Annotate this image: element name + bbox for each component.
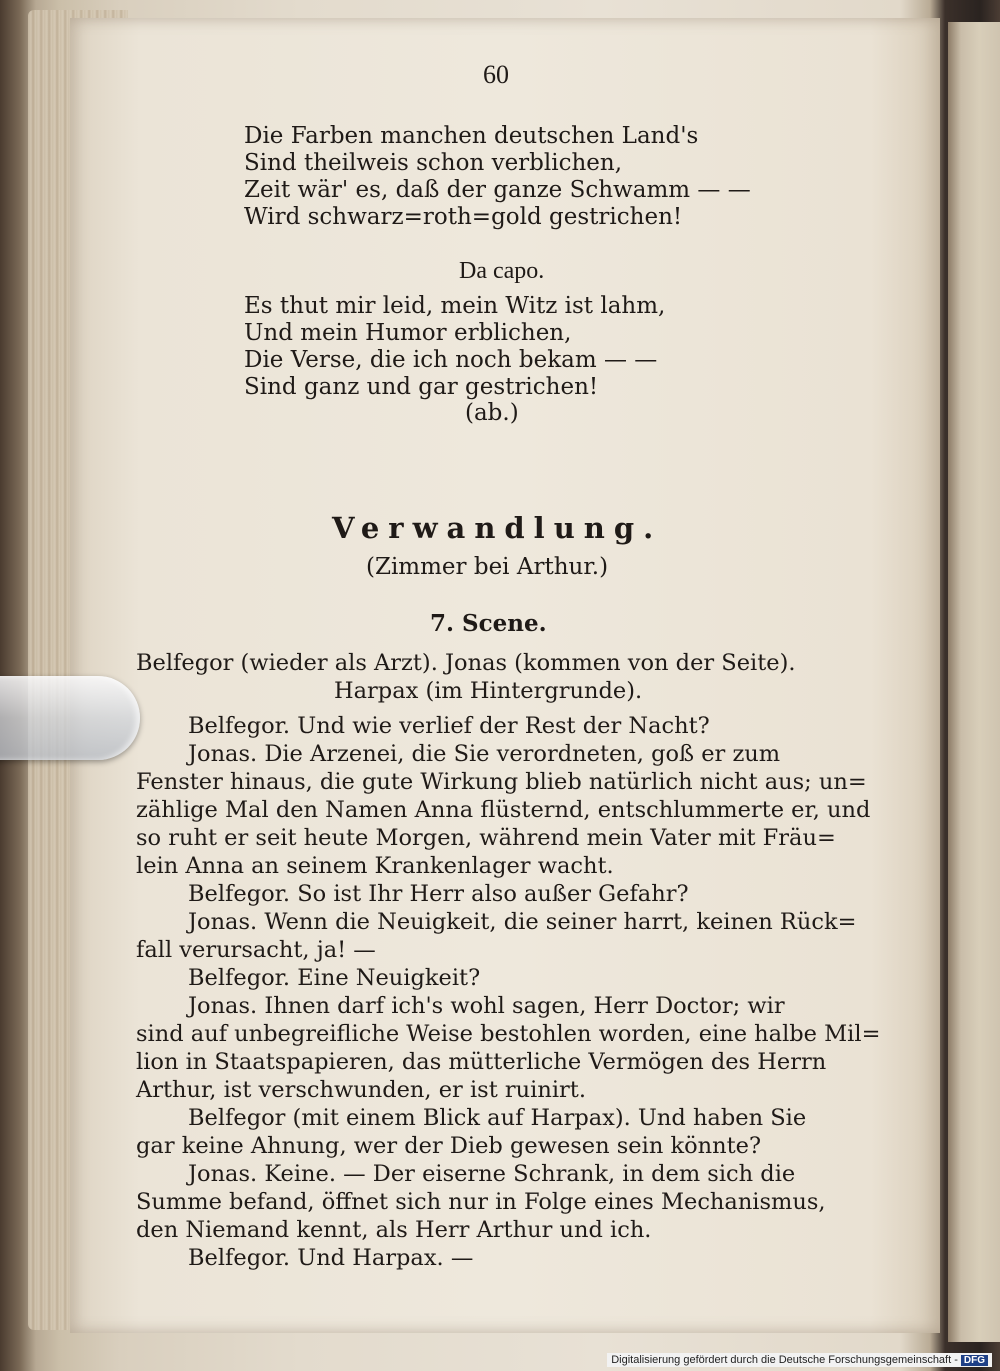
dialogue-line: Jonas. Keine. — Der eiserne Schrank, in dem sich die xyxy=(188,1161,796,1187)
da-capo-heading: Da capo. xyxy=(459,258,545,284)
stage-direction-exit: (ab.) xyxy=(465,400,519,426)
dialogue-line: Fenster hinaus, die gute Wirkung blieb natürlich nicht aus; un= xyxy=(136,769,867,795)
setting-direction: (Zimmer bei Arthur.) xyxy=(366,554,609,580)
digitization-footer xyxy=(607,1353,992,1367)
dialogue-line: Jonas. Wenn die Neuigkeit, die seiner harrt, keinen Rück= xyxy=(188,909,857,935)
dialogue-line: Belfegor. Eine Neuigkeit? xyxy=(188,965,481,991)
scene-heading: 7. Scene. xyxy=(430,610,547,637)
page-number: 60 xyxy=(483,60,509,89)
dialogue-line: Arthur, ist verschwunden, er ist ruinirt. xyxy=(136,1077,586,1103)
dialogue-line: lein Anna an seinem Krankenlager wacht. xyxy=(136,853,614,879)
dialogue-line: Summe befand, öffnet sich nur in Folge eines Mechanismus, xyxy=(136,1189,826,1215)
verse-line: Sind ganz und gar gestrichen! xyxy=(244,374,599,400)
verse-line: Die Farben manchen deutschen Land's xyxy=(244,123,699,149)
footer-text: Digitalisierung gefördert durch die Deutsche Forschungsgemeinschaft - xyxy=(611,1354,958,1366)
dialogue-line: zählige Mal den Namen Anna flüsternd, entschlummerte er, und xyxy=(136,797,871,823)
book-page xyxy=(70,18,940,1333)
facing-page-edge xyxy=(948,22,1000,1342)
dialogue-line: fall verursacht, ja! — xyxy=(136,937,376,963)
cast-line: Belfegor (wieder als Arzt). Jonas (kommen von der Seite). xyxy=(136,650,796,676)
verse-line: Wird schwarz=roth=gold gestrichen! xyxy=(244,204,683,230)
verse-line: Zeit wär' es, daß der ganze Schwamm — — xyxy=(244,177,751,203)
verse-line: Es thut mir leid, mein Witz ist lahm, xyxy=(244,293,666,319)
dialogue-line: Jonas. Die Arzenei, die Sie verordneten, goß er zum xyxy=(188,741,781,767)
dialogue-line: den Niemand kennt, als Herr Arthur und ich. xyxy=(136,1217,652,1243)
dfg-logo: DFG xyxy=(961,1355,988,1366)
dialogue-line: Belfegor (mit einem Blick auf Harpax). Und haben Sie xyxy=(188,1105,807,1131)
dialogue-line: Belfegor. Und wie verlief der Rest der Nacht? xyxy=(188,713,710,739)
dialogue-line: sind auf unbegreifliche Weise bestohlen worden, eine halbe Mil= xyxy=(136,1021,881,1047)
transformation-heading: Verwandlung. xyxy=(332,511,663,545)
verse-line: Und mein Humor erblichen, xyxy=(244,320,572,346)
dialogue-line: lion in Staatspapieren, das mütterliche Vermögen des Herrn xyxy=(136,1049,827,1075)
dialogue-line: Jonas. Ihnen darf ich's wohl sagen, Herr Doctor; wir xyxy=(188,993,785,1019)
dialogue-line: gar keine Ahnung, wer der Dieb gewesen sein könnte? xyxy=(136,1133,762,1159)
cast-line: Harpax (im Hintergrunde). xyxy=(334,678,643,704)
dialogue-line: Belfegor. Und Harpax. — xyxy=(188,1245,474,1271)
verse-line: Die Verse, die ich noch bekam — — xyxy=(244,347,658,373)
dialogue-line: so ruht er seit heute Morgen, während mein Vater mit Fräu= xyxy=(136,825,836,851)
page-clip xyxy=(0,676,140,760)
verse-line: Sind theilweis schon verblichen, xyxy=(244,150,623,176)
dialogue-line: Belfegor. So ist Ihr Herr also außer Gefahr? xyxy=(188,881,689,907)
